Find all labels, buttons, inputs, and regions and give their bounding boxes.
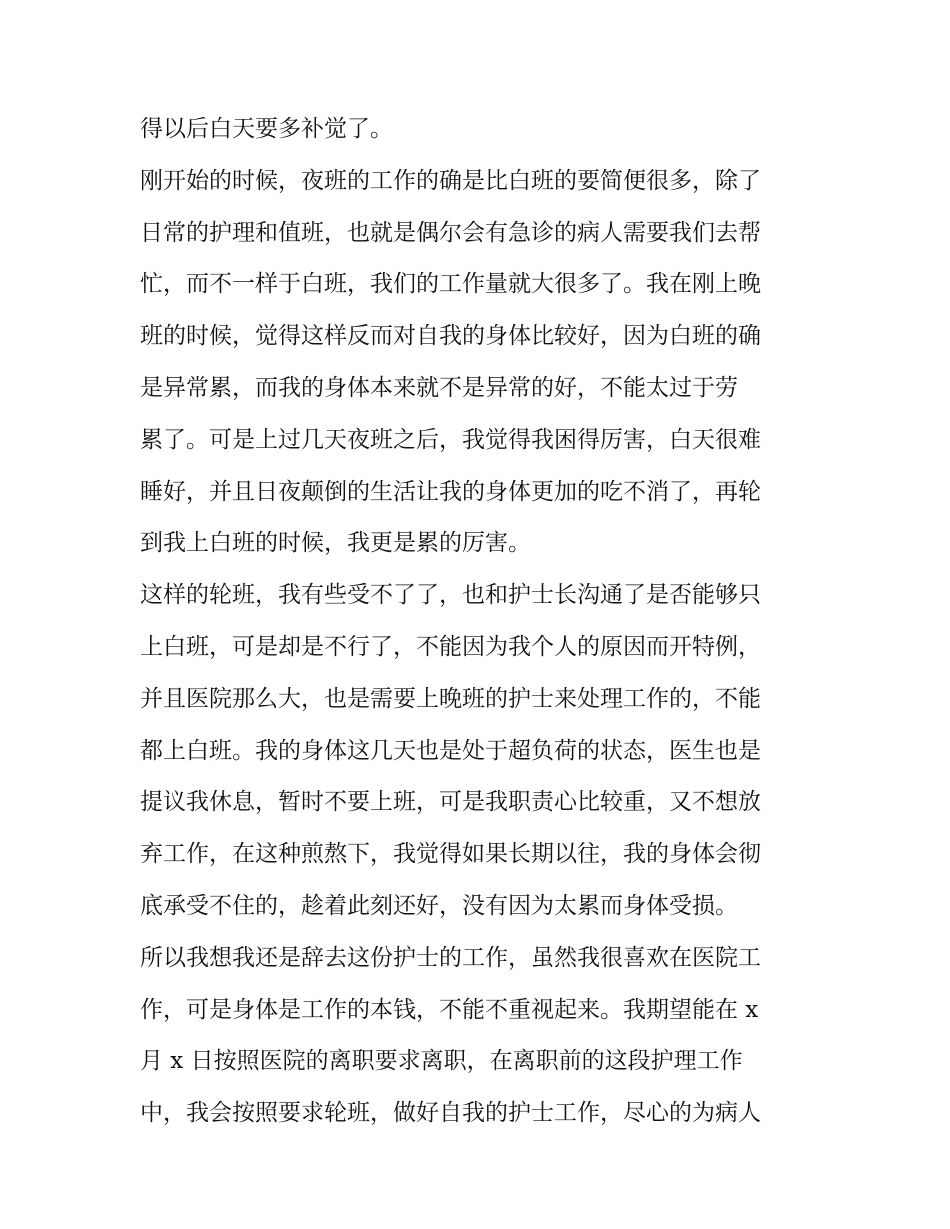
text-line: 是异常累，而我的身体本来就不是异常的好，不能太过于劳 [140,374,738,401]
text-line: 弃工作，在这种煎熬下，我觉得如果长期以往，我的身体会彻 [140,841,761,868]
text-line: 并且医院那么大，也是需要上晚班的护士来处理工作的，不能 [140,685,761,712]
text-line: 月 x 日按照医院的离职要求离职，在离职前的这段护理工作 [140,1048,743,1075]
text-line: 累了。可是上过几天夜班之后，我觉得我困得厉害，白天很难 [140,426,761,453]
text-line: 班的时候，觉得这样反而对自我的身体比较好，因为白班的确 [140,323,761,350]
text-line: 作，可是身体是工作的本钱，不能不重视起来。我期望能在 x [140,996,759,1023]
text-line: 这样的轮班，我有些受不了了，也和护士长沟通了是否能够只 [140,582,761,609]
text-line: 所以我想我还是辞去这份护士的工作，虽然我很喜欢在医院工 [140,944,761,971]
text-line: 得以后白天要多补觉了。 [140,116,393,142]
text-line: 都上白班。我的身体这几天也是处于超负荷的状态，医生也是 [140,737,761,764]
text-line: 中，我会按照要求轮班，做好自我的护士工作，尽心的为病人 [140,1100,761,1127]
text-line: 日常的护理和值班，也就是偶尔会有急诊的病人需要我们去帮 [140,219,761,246]
body-text [140,104,820,1140]
text-line: 刚开始的时候，夜班的工作的确是比白班的要简便很多，除了 [140,167,761,194]
text-line: 忙，而不一样于白班，我们的工作量就大很多了。我在刚上晚 [140,271,761,298]
text-line: 底承受不住的，趁着此刻还好，没有因为太累而身体受损。 [140,892,738,919]
text-line: 到我上白班的时候，我更是累的厉害。 [140,530,531,557]
text-line: 睡好，并且日夜颠倒的生活让我的身体更加的吃不消了，再轮 [140,478,761,505]
text-line: 上白班，可是却是不行了，不能因为我个人的原因而开特例， [140,633,761,660]
text-line: 提议我休息，暂时不要上班，可是我职责心比较重，又不想放 [140,789,761,816]
